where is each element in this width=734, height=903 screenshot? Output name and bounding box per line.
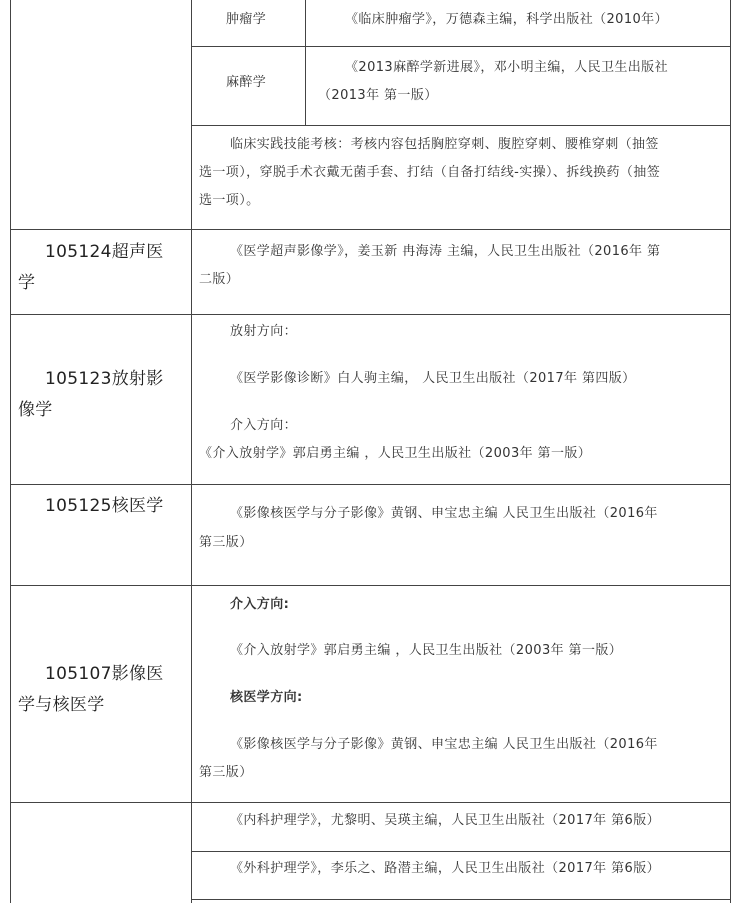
- book-anesthesia-line1: 《2013麻醉学新进展》，邓小明主编，人民卫生出版社: [345, 60, 668, 75]
- skills-line1: 临床实践技能考核：考核内容包括胸腔穿刺、腹腔穿刺、腰椎穿刺（抽签: [230, 137, 659, 152]
- program-code-radiology-line1: 105123放射影: [45, 369, 164, 389]
- book-nuclear-line1: 《影像核医学与分子影像》黄钢、申宝忠主编 人民卫生出版社（2016年: [230, 737, 658, 752]
- book-anesthesia-line2: （2013年 第一版）: [318, 88, 438, 103]
- subrow-divider: [191, 46, 731, 47]
- table-border-left: [10, 0, 11, 903]
- book-ultrasound-line2: 二版）: [199, 272, 240, 287]
- book-surgical-nursing: 《外科护理学》，李乐之、路潜主编，人民卫生出版社（2017年 第6版）: [230, 861, 660, 876]
- program-code-radiology-line2: 像学: [18, 400, 53, 420]
- direction-label-radiology: 放射方向：: [230, 324, 298, 339]
- skills-line2: 选一项），穿脱手术衣戴无菌手套、打结（自备打结线-实操）、拆线换药（抽签: [199, 165, 661, 180]
- book-ultrasound-line1: 《医学超声影像学》，姜玉新 冉海涛 主编，人民卫生出版社（2016年 第: [230, 244, 661, 259]
- book-interventional: 《介入放射学》郭启勇主编 ，人民卫生出版社（2003年 第一版）: [199, 446, 592, 461]
- subrow-divider: [191, 899, 731, 900]
- table-column-divider: [191, 0, 192, 903]
- table-border-right: [730, 0, 731, 903]
- skills-line3: 选一项）。: [199, 193, 260, 208]
- program-code-imaging-nuclear-line2: 学与核医学: [18, 695, 105, 715]
- subject-anesthesia: 麻醉学: [226, 75, 267, 90]
- direction-label-nuclear: 核医学方向:: [230, 690, 303, 705]
- book-oncology: 《临床肿瘤学》，万德森主编，科学出版社（2010年）: [345, 12, 668, 27]
- subject-oncology: 肿瘤学: [226, 12, 267, 27]
- book-nuclear-line2: 第三版）: [199, 765, 253, 780]
- row-divider: [10, 229, 731, 230]
- row-divider: [10, 585, 731, 586]
- subrow-divider: [191, 851, 731, 852]
- book-interventional: 《介入放射学》郭启勇主编 ，人民卫生出版社（2003年 第一版）: [230, 643, 623, 658]
- book-radiology: 《医学影像诊断》白人驹主编， 人民卫生出版社（2017年 第四版）: [230, 371, 636, 386]
- book-internal-nursing: 《内科护理学》，尤黎明、吴瑛主编，人民卫生出版社（2017年 第6版）: [230, 813, 660, 828]
- row-divider: [10, 314, 731, 315]
- subrow-divider: [191, 125, 731, 126]
- program-code-ultrasound-line1: 105124超声医: [45, 242, 164, 262]
- program-code-nuclear: 105125核医学: [45, 496, 164, 516]
- row-divider: [10, 802, 731, 803]
- program-code-imaging-nuclear-line1: 105107影像医: [45, 664, 164, 684]
- row-divider: [10, 484, 731, 485]
- program-code-ultrasound-line2: 学: [18, 273, 36, 293]
- direction-label-interventional: 介入方向:: [230, 597, 290, 612]
- book-nuclear-line1: 《影像核医学与分子影像》黄钢、申宝忠主编 人民卫生出版社（2016年: [230, 506, 658, 521]
- subtable-column-divider: [305, 0, 306, 125]
- book-nuclear-line2: 第三版）: [199, 535, 253, 550]
- direction-label-interventional: 介入方向：: [230, 418, 298, 433]
